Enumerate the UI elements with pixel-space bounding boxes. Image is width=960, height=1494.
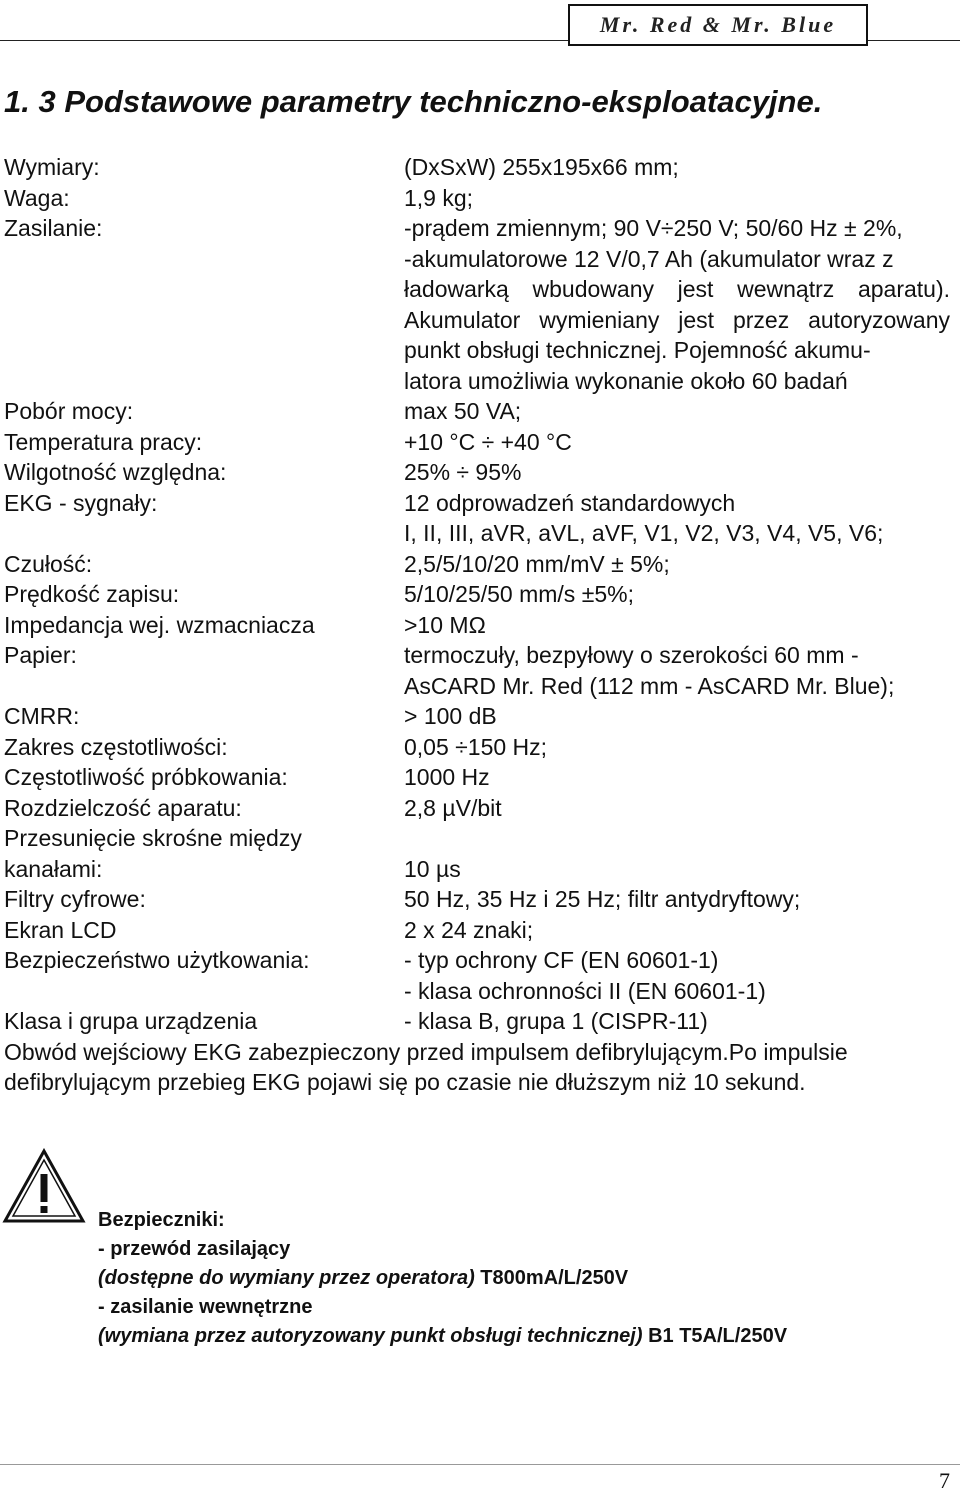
spec-row (0, 579, 960, 610)
spec-label: CMRR: (4, 703, 80, 729)
spec-label (0, 671, 404, 702)
footer-rule (0, 1464, 960, 1465)
spec-value: (DxSxW) 255x195x66 mm; (404, 154, 679, 180)
spec-value: +10 °C ÷ +40 °C (404, 428, 572, 455)
spec-row (0, 793, 960, 824)
spec-row (0, 1006, 960, 1037)
spec-row (0, 701, 960, 732)
spec-label: Waga: (4, 184, 70, 211)
spec-row (0, 549, 960, 580)
spec-value: termoczuły, bezpyłowy o szerokości 60 mm - (404, 642, 859, 668)
fuse-line-4-value: B1 T5A/L/250V (648, 1325, 788, 1347)
spec-value: 5/10/25/50 mm/s ±5%; (404, 581, 634, 607)
spec-row (0, 762, 960, 793)
spec-value: 50 Hz, 35 Hz i 25 Hz; filtr antydryftowy; (404, 886, 801, 912)
spec-label: Pobór mocy: (4, 398, 134, 424)
spec-value: I, II, III, aVR, aVL, aVF, V1, V2, V3, V4, V5, V6; (404, 520, 884, 546)
spec-label: Czułość: (4, 550, 93, 577)
spec-row (0, 427, 960, 458)
spec-label: Częstotliwość próbkowania: (4, 764, 288, 790)
spec-value: >10 MΩ (404, 611, 486, 638)
spec-row (0, 518, 960, 549)
spec-label: Zakres częstotliwości: (4, 733, 228, 760)
spec-label: Zasilanie: (4, 215, 103, 241)
fuses-heading: Bezpieczniki: (98, 1209, 225, 1231)
spec-value: 2,5/5/10/20 mm/mV ± 5%; (404, 550, 670, 577)
spec-value: 10 µs (404, 855, 461, 882)
spec-label: Papier: (4, 642, 77, 668)
spec-label: Wilgotność względna: (4, 459, 227, 485)
spec-label (0, 366, 404, 397)
spec-row (0, 976, 960, 1007)
fuse-line-2-value: T800mA/L/250V (480, 1267, 629, 1289)
header-brand: Mr. Red & Mr. Blue (568, 4, 868, 46)
spec-label: Filtry cyfrowe: (4, 886, 146, 912)
spec-value: 25% ÷ 95% (404, 459, 522, 485)
spec-row (0, 396, 960, 427)
spec-row (0, 305, 960, 336)
spec-value: Akumulator wymieniany jest przez autoryzowany (404, 306, 950, 333)
spec-label: Temperatura pracy: (4, 428, 203, 455)
spec-row (0, 152, 960, 183)
spec-label (0, 305, 404, 336)
spec-table (0, 152, 960, 1098)
spec-value: - klasa B, grupa 1 (CISPR-11) (404, 1008, 708, 1034)
fuse-line-2 (98, 1264, 787, 1293)
header-rule-right (868, 40, 960, 41)
spec-rows (0, 152, 960, 1037)
note-line-2: defibrylującym przebieg EKG pojawi się po czasie nie dłuższym niż 10 sekund. (4, 1069, 806, 1095)
spec-row (0, 610, 960, 641)
spec-label: Klasa i grupa urządzenia (4, 1008, 258, 1034)
page-number: 7 (939, 1468, 950, 1493)
spec-label (0, 976, 404, 1007)
spec-row (0, 213, 960, 244)
spec-value: ładowarką wbudowany jest wewnątrz aparatu). (404, 276, 950, 302)
spec-value: -prądem zmiennym; 90 V÷250 V; 50/60 Hz ± 2%, (404, 215, 903, 241)
spec-row (0, 732, 960, 763)
spec-label (0, 518, 404, 549)
spec-value: 1000 Hz (404, 764, 490, 790)
spec-label (0, 244, 404, 275)
fuse-line-4 (98, 1322, 787, 1351)
spec-row (0, 671, 960, 702)
spec-label: EKG - sygnały: (4, 489, 158, 516)
spec-row (0, 244, 960, 275)
spec-label: kanałami: (4, 855, 103, 882)
spec-value: max 50 VA; (404, 398, 522, 424)
spec-label (0, 335, 404, 366)
spec-row (0, 274, 960, 305)
spec-label: Prędkość zapisu: (4, 581, 180, 607)
spec-label (0, 274, 404, 305)
spec-row (0, 915, 960, 946)
spec-label: Przesunięcie skrośne między (4, 825, 302, 851)
spec-value: -akumulatorowe 12 V/0,7 Ah (akumulator wraz z (404, 245, 894, 272)
fuses-block (98, 1206, 787, 1351)
spec-row (0, 884, 960, 915)
spec-row (0, 488, 960, 519)
header-rule-left (0, 40, 568, 41)
spec-label: Bezpieczeństwo użytkowania: (4, 947, 310, 973)
spec-row (0, 640, 960, 671)
fuse-line-1: - przewód zasilający (98, 1238, 291, 1260)
spec-label: Wymiary: (4, 154, 100, 180)
spec-value: - klasa ochronności II (EN 60601-1) (404, 977, 766, 1004)
spec-row (0, 183, 960, 214)
note-line-1: Obwód wejściowy EKG zabezpieczony przed impulsem defibrylującym.Po impulsie (4, 1038, 848, 1065)
spec-value: 1,9 kg; (404, 184, 474, 211)
spec-value: punkt obsługi technicznej. Pojemność akumu- (404, 337, 871, 363)
spec-row (0, 457, 960, 488)
fuse-line-3: - zasilanie wewnętrzne (98, 1296, 313, 1318)
warning-icon (2, 1148, 86, 1224)
spec-row (0, 366, 960, 397)
spec-row (0, 823, 960, 854)
spec-label: Impedancja wej. wzmacniacza (4, 611, 315, 638)
fuse-line-4-note: (wymiana przez autoryzowany punkt obsługi technicznej) (98, 1325, 643, 1347)
spec-value: latora umożliwia wykonanie około 60 badań (404, 367, 848, 394)
fuse-line-2-note: (dostępne do wymiany przez operatora) (98, 1267, 475, 1289)
spec-value: > 100 dB (404, 703, 497, 729)
spec-label: Ekran LCD (4, 916, 117, 943)
spec-value: 2 x 24 znaki; (404, 916, 534, 943)
section-title: 1. 3 Podstawowe parametry techniczno-eksploatacyjne. (4, 84, 823, 119)
spec-value: - typ ochrony CF (EN 60601-1) (404, 947, 719, 973)
spec-label: Rozdzielczość aparatu: (4, 794, 242, 821)
spec-row (0, 854, 960, 885)
spec-value: 0,05 ÷150 Hz; (404, 733, 548, 760)
spec-row (0, 945, 960, 976)
spec-value (404, 823, 960, 854)
spec-value: AsCARD Mr. Red (112 mm - AsCARD Mr. Blue); (404, 672, 895, 699)
spec-value: 2,8 µV/bit (404, 794, 502, 821)
spec-value: 12 odprowadzeń standardowych (404, 489, 736, 516)
spec-row (0, 335, 960, 366)
